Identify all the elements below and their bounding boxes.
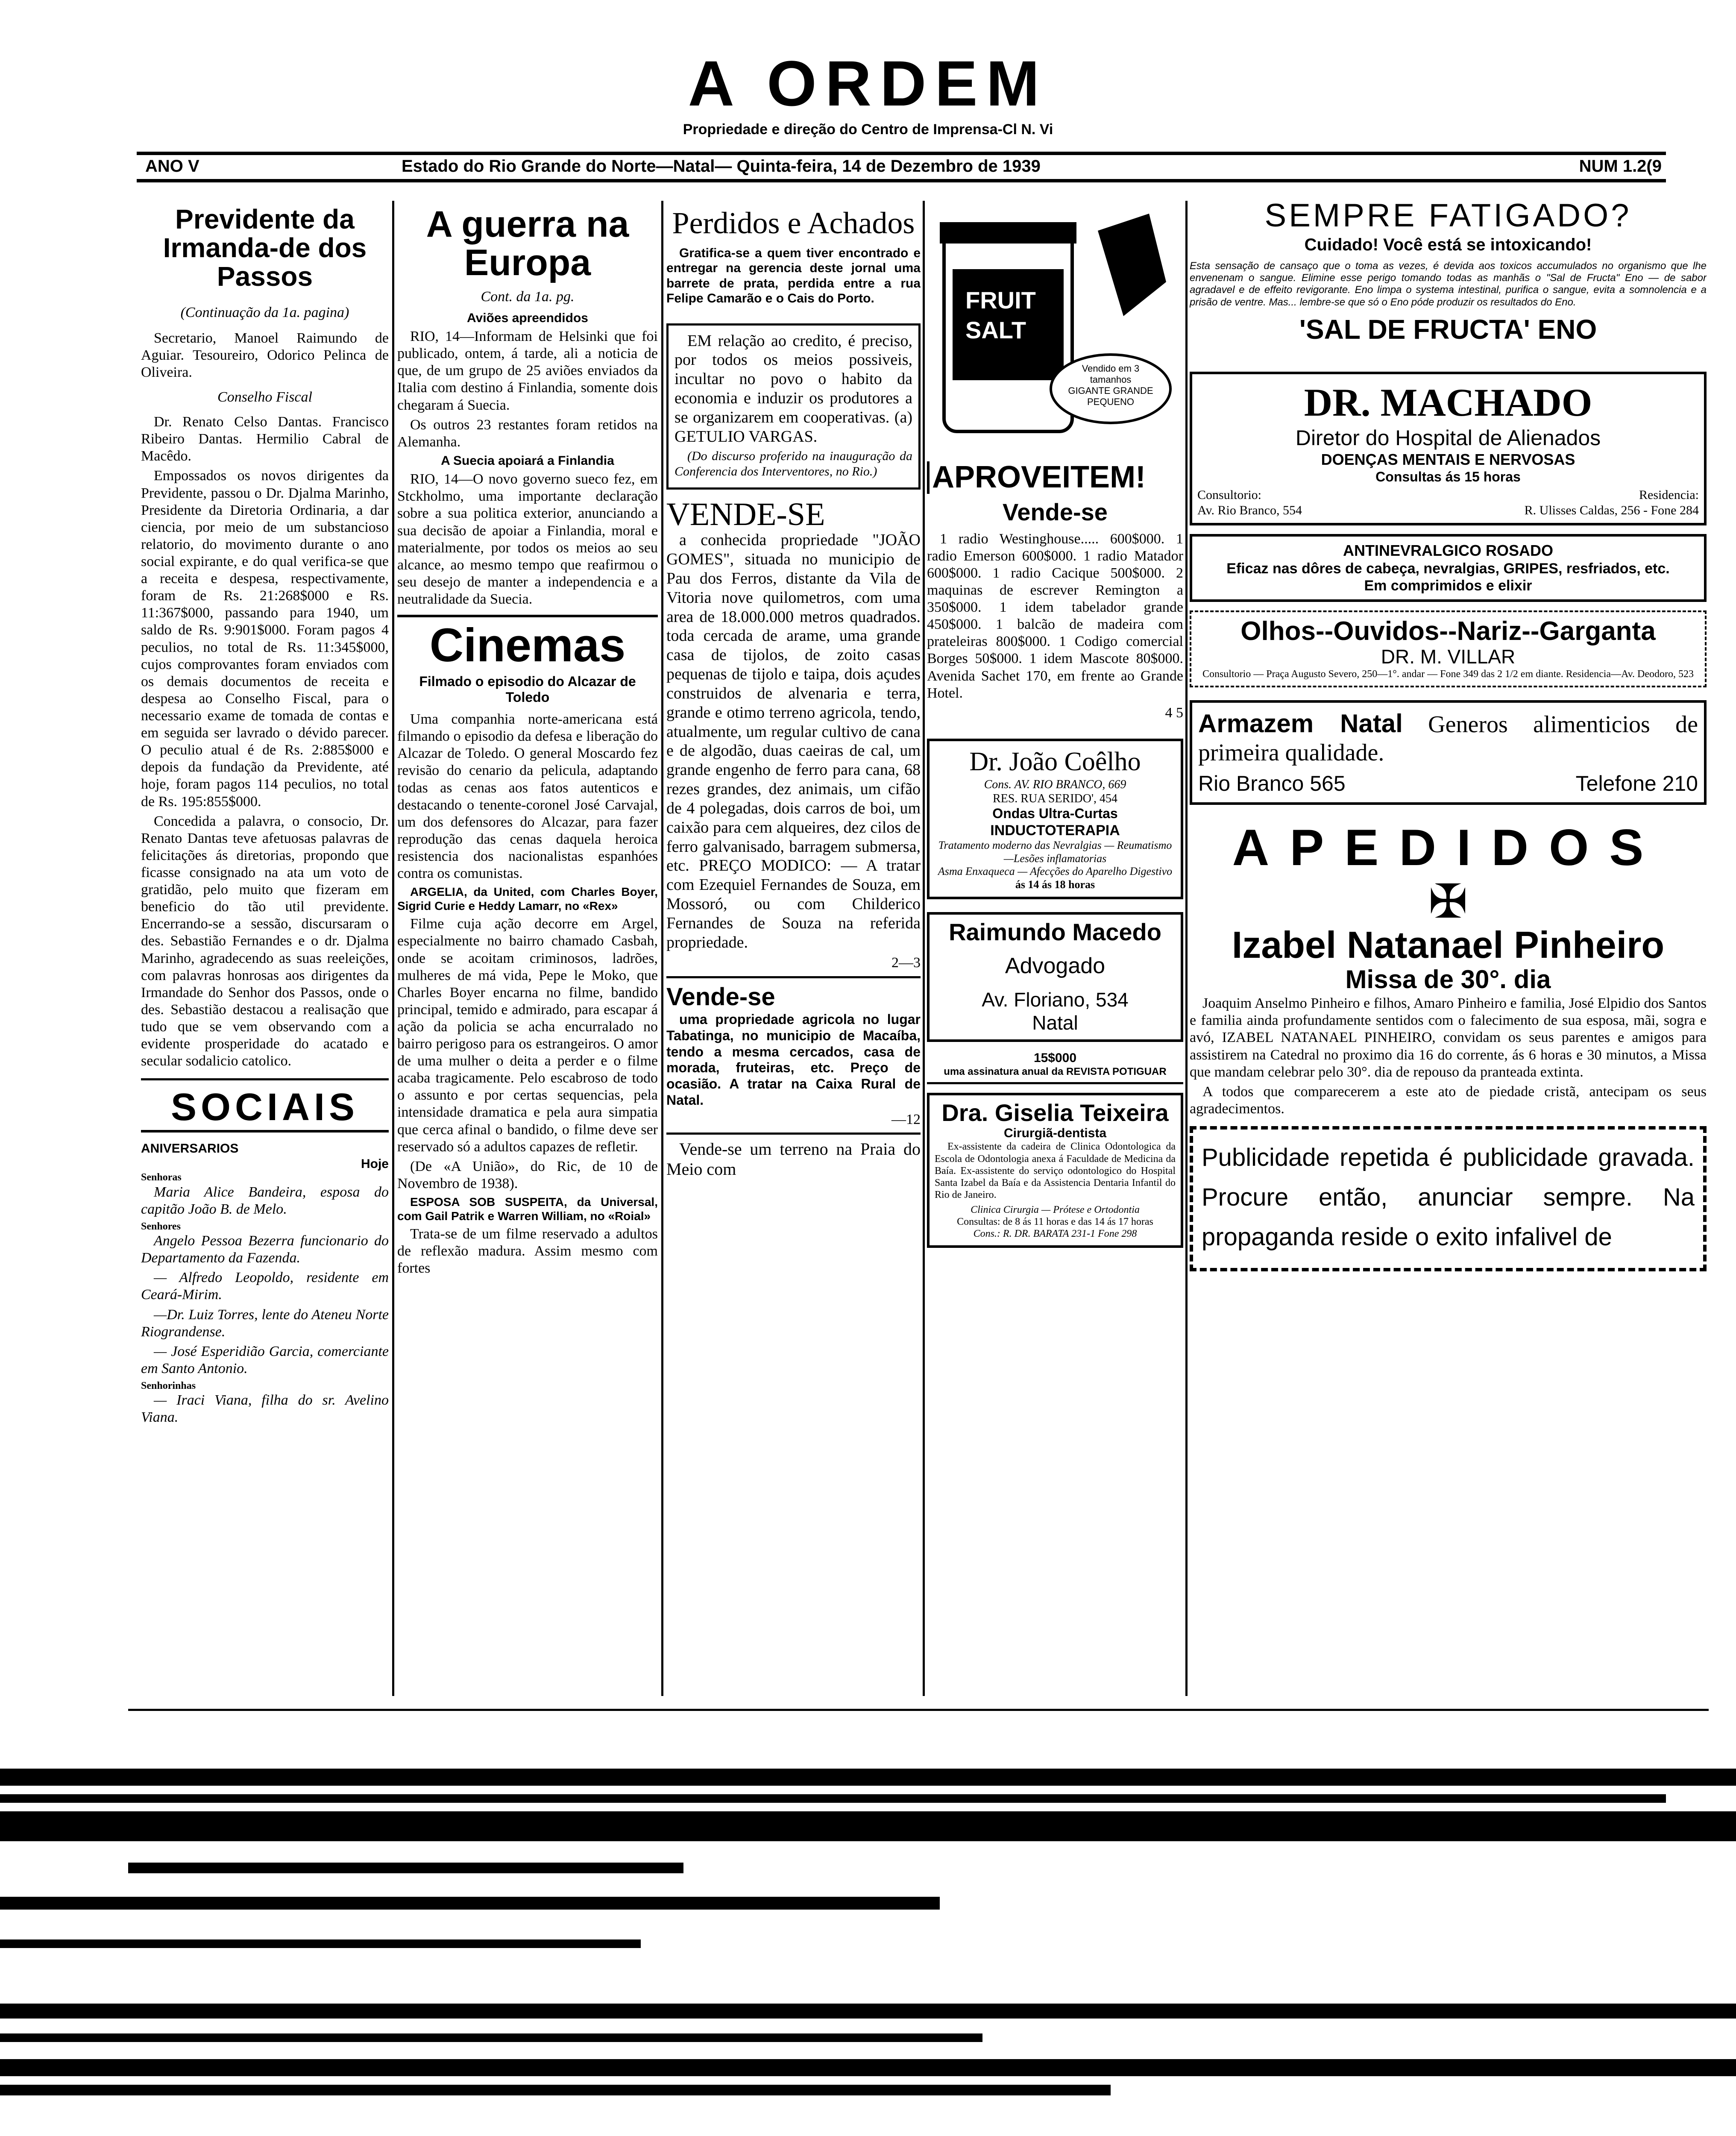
antinevralgico-ad [1190, 534, 1707, 602]
obituary-missa: Missa de 30°. dia [1345, 965, 1551, 994]
guerra-para-1: RIO, 14—Informam de Helsinki que foi publicado, ontem, á tarde, ali a noticia de que, de um grupo de 25 aviões enviados da Italia com destino á Finlandia, somente dois chegaram á Suecia. [397, 329, 658, 413]
vende-se-3-text: Vende-se um terreno na Praia do Meio com [666, 1139, 921, 1179]
officers-text: Secretario, Manoel Raimundo de Aguiar. Tesoureiro, Odorico Pelinca de Oliveira. [141, 330, 389, 380]
vende-se-ref: 2—3 [891, 955, 921, 971]
machado-name: DR. MACHADO [1304, 380, 1592, 424]
machado-consultorio: Av. Rio Branco, 554 [1197, 503, 1302, 517]
armazem-name: Armazem Natal [1198, 709, 1403, 738]
scan-artifact [0, 2033, 982, 2042]
column-1 [141, 205, 389, 1692]
senhores-label: Senhores [141, 1221, 181, 1232]
vende-se-2-ref: —12 [891, 1111, 921, 1127]
machado-cons-label: Consultorio: [1197, 488, 1262, 502]
obituary-name: Izabel Natanael Pinheiro [1232, 924, 1665, 966]
obituary-thanks: A todos que comparecerem a este ato de piedade cristã, antecipam os seus agradecimentos. [1190, 1083, 1707, 1117]
items-list: 1 radio Westinghouse..... 600$000. 1 radio Emerson 600$000. 1 radio Matador 600$000. 1 radio Cacique 500$000. 2 maquinas de escrever Remington a 350$000. 1 idem tabelador grande 450$000. 1 balcão de madeira com prateleiras 800$000. 1 Codigo comercial Borges 50$000. 1 idem Mascote 80$000. Avenida Sachet 170, em frente ao Grande Hotel. [927, 531, 1183, 701]
raimundo-name: Raimundo Macedo [949, 918, 1161, 945]
armazem-ad [1190, 700, 1707, 805]
date-text: Estado do Rio Grande do Norte—Natal— Quinta-feira, 14 de Dezembro de 1939 [402, 157, 1041, 176]
esposa-title: ESPOSA SOB SUSPEITA, da Universal, com Gail Patrik e Warren William, no «Roial» [397, 1195, 658, 1223]
machado-hours: Consultas ás 15 horas [1375, 469, 1521, 484]
guerra-cont-note: Cont. da 1a. pg. [481, 288, 575, 305]
issue-number: NUM 1.2(9 [1579, 157, 1662, 176]
column-3 [666, 205, 921, 1692]
cross-icon: ✠ [1428, 876, 1468, 928]
cinemas-para-2: Filme cuja ação decorre em Argel, especialmente no bairro chamado Casbah, onde se acoitam criminosos, ladrões, mulheres de má vida, Pepe le Moko, que Charles Boyer encarna no filme, bandido principal, temido e admirado, para escapar á ação da policia se acha encurralado no bairro perigoso para os estrangeiros. O amor de uma mulher o deita a perder e o filme acaba tragicamente. Pelo escabroso de todo o assunto e por certas sequencias, pela intensidade dramatica e pela aura simpatia que cerca afinal o bandido, o filme deve ser reservado só a adultos capazes de refletir. [397, 916, 658, 1155]
coelho-ad [927, 739, 1183, 899]
continuation-note: (Continuação da 1a. pagina) [180, 304, 349, 320]
eno-subhead: Cuidado! Você está se intoxicando! [1304, 235, 1592, 254]
giselia-title: Cirurgiã-dentista [1003, 1126, 1107, 1140]
column-5 [1190, 197, 1707, 1692]
column-rule [1185, 201, 1188, 1696]
publicidade-text: Publicidade repetida é publicidade gravada. Procure então, anunciar sempre. Na propaganda reside o exito infalivel de [1202, 1143, 1695, 1251]
cinemas-source: (De «A União», do Ric, de 10 de Novembro de 1938). [397, 1158, 658, 1191]
items-ref: 4 5 [1165, 704, 1183, 721]
revista-ad [927, 1050, 1183, 1084]
vende-se-text: a conhecida propriedade "JOÃO GOMES", situada no municipio de Pau dos Ferros, distante da Vila de Vitoria nove quilometros, com uma area de 18.000.000 metros quadrados. toda cercada de arame, uma grande casa de tijolos, de zoito casas pequenas de tijolo e taipa, dois açudes construidos de alvenaria e terra, grande e otimo terreno agricola, tendo, atualmente, um regular cultivo de cana e de algodão, duas caeiras de cal, um grande engenho de ferro para cana, 68 rezes grandes, dez animais, um cifão de 4 polegadas, dois carros de boi, um caixão para cem alqueires, dez cilos de ferro galvanisado, barragem submersa, etc. PREÇO MODICO: — A tratar com Ezequiel Fernandes de Souza, em Mossoró, ou com Childerico Fernandes de Souza na referida propriedade. [666, 531, 921, 951]
scan-artifact [0, 2004, 1736, 2019]
column-4 [927, 205, 1183, 1692]
column-2 [397, 205, 658, 1692]
villar-ad [1190, 610, 1707, 687]
coelho-name: Dr. João Coêlho [969, 747, 1141, 776]
antinevralgico-form: Em comprimidos e elixir [1364, 577, 1532, 594]
social-note-4: —Dr. Luiz Torres, lente do Ateneu Norte Riograndense. [141, 1306, 389, 1340]
machado-addresses [1197, 487, 1699, 518]
coelho-address-2: RES. RUA SERIDO', 454 [992, 792, 1118, 806]
cinemas-headline: Cinemas [429, 619, 626, 672]
previdente-para-2: Concedida a palavra, o consocio, Dr. Renato Dantas teve afetuosas palavras de felicitações ás diretorias, propondo que ficasse consignado na ata um voto de gratidão, pelo muito que fizeram em beneficio do tão util previdente. Encerrando-se a sessão, discursaram o des. Sebastião Fernandes e o dr. Djalma Marinho, agradecendo as suas reeleições, com palavras honrosas aos dirigentes da Irmandade do Senhor dos Passos, onde o des. Sebastião destacou a realisação que tudo que se vem observando com a evidente prosperidade do acatado e secular sodalicio catolico. [141, 813, 389, 1069]
machado-res-label: Residencia: [1639, 488, 1699, 502]
cinemas-para-1: Uma companhia norte-americana está filmando o episodio da defesa e liberação do Alcazar de Toledo. O general Moscardo fez revisão do cenario da pelicula, adaptando todas as cenas aos fatos autenticos e destacando o tenente-coronel José Carvajal, um dos defensores do Alcazar, para fazer reprodução das cenas daquela heroica resistencia dos nacionalistas espanhóes contra os comunistas. [397, 711, 658, 882]
section-rule [141, 1078, 389, 1080]
machado-ad [1190, 372, 1707, 526]
column-rule [661, 201, 663, 1696]
cinemas-para-3: Trata-se de um filme reservado a adultos de reflexão madura. Assim mesmo com fortes [397, 1226, 658, 1276]
social-note-6: — Iraci Viana, filha do sr. Avelino Viana. [141, 1392, 389, 1426]
scan-artifact [0, 2085, 1111, 2095]
armazem-telephone: Telefone 210 [1575, 772, 1698, 796]
jar-label-fruit: FRUIT [965, 287, 1036, 314]
aproveitem-headline: APROVEITEM! [927, 461, 1183, 494]
coelho-inductoterapia: INDUCTOTERAPIA [990, 822, 1120, 839]
armazem-address: Rio Branco 565 [1198, 772, 1346, 796]
armazem-text: Generos alimenticios de primeira qualidade. [1198, 711, 1698, 766]
aniversarios-label: ANIVERSARIOS [141, 1141, 239, 1156]
perdidos-text: Gratifica-se a quem tiver encontrado e entregar na gerencia deste jornal uma barrete de prata, perdida entre a rua Felipe Camarão e o Cais do Porto. [666, 246, 921, 306]
villar-text: Consultorio — Praça Augusto Severo, 250—1°. andar — Fone 349 das 2 1/2 em diante. Residencia—Av. Deodoro, 523 [1202, 669, 1694, 680]
vende-se-2-text: uma propriedade agricola no lugar Tabatinga, no municipio de Macaíba, tendo a mesma cercados, casa de morada, fruteiras, etc. Preço de ocasião. A tratar na Caixa Rural de Natal. [666, 1012, 921, 1108]
senhorinhas-label: Senhorinhas [141, 1380, 196, 1391]
bottom-rule [128, 1709, 1709, 1711]
sociais-title: SOCIAIS [141, 1085, 389, 1133]
vargas-quote-box [666, 323, 921, 490]
scan-artifact [128, 1863, 683, 1873]
giselia-ad [927, 1093, 1183, 1248]
scan-artifact [0, 2059, 1736, 2076]
scan-artifact [0, 1769, 1736, 1786]
guerra-headline: A guerra na Europa [426, 205, 629, 284]
council-members: Dr. Renato Celso Dantas. Francisco Ribeiro Dantas. Hermilio Cabral de Macêdo. [141, 414, 389, 464]
social-note-3: — Alfredo Leopoldo, residente em Ceará-Mirim. [141, 1270, 389, 1303]
column-rule [923, 201, 925, 1696]
antinevralgico-title: ANTINEVRALGICO ROSADO [1343, 542, 1553, 560]
jar-label-salt: SALT [965, 317, 1026, 343]
obituary-text: Joaquim Anselmo Pinheiro e filhos, Amaro Pinheiro e familia, José Elpidio dos Santos e familia ainda profundamente sentidos com o falecimento de sua esposa, mãi, sogra e avó, IZABEL NATANAEL PINHEIRO, convidam os seus parentes e amigos para assistirem na Catedral no proximo dia 16 do corrente, ás 6 horas e 30 minutos, a Missa que mandam celebrar pelo 30°. dia de repouso da pranteada extinta. [1190, 995, 1707, 1080]
year-label: ANO V [145, 157, 199, 176]
newspaper-subtitle: Propriedade e direção do Centro de Imprensa-Cl N. Vi [683, 121, 1053, 138]
machado-title: Diretor do Hospital de Alienados [1295, 426, 1601, 450]
social-note-2: Angelo Pessoa Bezerra funcionario do Departamento da Fazenda. [141, 1233, 389, 1266]
villar-name: DR. M. VILLAR [1381, 645, 1516, 668]
vende-se-2-headline: Vende-se [666, 983, 775, 1011]
cinemas-subhead: Filmado o episodio do Alcazar de Toledo [419, 673, 636, 705]
coelho-ondas: Ondas Ultra-Curtas [992, 806, 1118, 822]
senhoras-label: Senhoras [141, 1172, 182, 1183]
villar-headline: Olhos--Ouvidos--Nariz--Garganta [1240, 616, 1656, 646]
previdente-para-1: Empossados os novos dirigentes da Previdente, passou o Dr. Djalma Marinho, Presidente da Diretoria Ordinaria, a dar ciencia, por meio de um substancioso relatorio, do movimento durante o ano social expirante, e do qual verifica-se que a receita e despesa, respectivamente, foram de Rs. 21:268$000 e Rs. 11:367$000, passando para 1940, um saldo de Rs. 9:901$000. Foram pagos 4 peculios, no total de Rs. 11:345$000, cujos comprovantes foram enviados com os demais documentos de receita e despesa ao Conselho Fiscal, para o necessario exame de tomada de contas e em seguida ser lavrado o dévido parecer. O peculio atual é de Rs. 2:885$000 e depois da fundação da Previdente, até hoje, foram pagos 114 peculios, no total de Rs. 195:855$000. [141, 468, 389, 810]
eno-jar-illustration [927, 205, 1183, 444]
eno-brand: 'SAL DE FRUCTA' ENO [1299, 314, 1597, 345]
antinevralgico-text: Eficaz nas dôres de cabeça, nevralgias, GRIPES, resfriados, etc. [1226, 560, 1670, 577]
coelho-address-1: Cons. AV. RIO BRANCO, 669 [984, 778, 1126, 792]
giselia-clinic: Clinica Cirurgia — Prótese e Ortodontia [971, 1204, 1140, 1215]
guerra-para-2: Os outros 23 restantes foram retidos na Alemanha. [397, 417, 658, 450]
council-title: Conselho Fiscal [217, 389, 312, 405]
scan-artifact [0, 1897, 940, 1910]
dateline-bar [137, 152, 1666, 182]
coelho-asma: Asma Enxaqueca — Afecções do Aparelho Digestivo [938, 865, 1173, 878]
column-rule [392, 201, 394, 1696]
guerra-para-3: RIO, 14—O novo governo sueco fez, em Stckholmo, uma importante declaração sobre a sua politica exterior, anunciando a sua decisão de apoiar a Finlandia, moral e materialmente, por todos os meios ao seu alcance, ao mesmo tempo que reafirmou o seu desejo de manter a independencia e a neutralidade da Suecia. [397, 471, 658, 607]
hoje-label: Hoje [361, 1156, 389, 1171]
publicidade-ad [1190, 1126, 1707, 1271]
raimundo-title: Advogado [1005, 954, 1106, 979]
vende-se-subhead: Vende-se [1003, 498, 1108, 525]
scan-artifact [0, 1939, 641, 1948]
revista-price: 15$000 [1033, 1051, 1077, 1065]
machado-residencia: R. Ulisses Caldas, 256 - Fone 284 [1524, 503, 1699, 517]
giselia-consultas: Consultas: de 8 ás 11 horas e das 14 ás 17 horas [957, 1216, 1153, 1228]
vargas-quote: EM relação ao credito, é preciso, por todos os meios possiveis, incultar no povo o habito da economia e induzir os produtores a se organizarem em cooperativas. (a) GETULIO VARGAS. [674, 332, 912, 446]
perdidos-headline: Perdidos e Achados [672, 206, 915, 240]
revista-text: uma assinatura anual da REVISTA POTIGUAR [944, 1065, 1167, 1077]
giselia-address: Cons.: R. DR. BARATA 231-1 Fone 298 [973, 1228, 1137, 1240]
coelho-tratamento: Tratamento moderno das Nevralgias — Reumatismo—Lesões inflamatorias [938, 839, 1172, 865]
raimundo-ad [927, 912, 1183, 1042]
giselia-name: Dra. Giselia Teixeira [941, 1099, 1169, 1127]
suecia-subhead: A Suecia apoiará a Finlandia [441, 453, 614, 468]
eno-headline: SEMPRE FATIGADO? [1264, 197, 1632, 234]
newspaper-title: A ORDEM [688, 47, 1048, 119]
scan-artifact [0, 1794, 1666, 1803]
jar-sizes: Vendido em 3 tamanhos GIGANTE GRANDE PEQUENO [1068, 363, 1153, 407]
social-note-1: Maria Alice Bandeira, esposa do capitão João B. de Melo. [141, 1184, 389, 1217]
raimundo-address: Av. Floriano, 534 [982, 988, 1129, 1011]
eno-text: Esta sensação de cansaço que o toma as vezes, é devida aos toxicos accumulados no organismo que lhe envenenam o sangue. Elimine esse perigo tomando todas as manhãs o "Sal de Fructa" Eno — de sabor agradavel e de effeito revigorante. Eno limpa o systema intestinal, purifica o sangue, evita a somnolencia e a prisão de ventre. Mas... lembre-se que só o Eno póde produzir os resultados do Eno. [1190, 260, 1707, 308]
raimundo-city: Natal [1032, 1012, 1078, 1034]
scan-artifact [0, 1811, 1736, 1841]
social-note-5: — José Esperidião Garcia, comerciante em Santo Antonio. [141, 1343, 389, 1376]
previdente-headline: Previdente da Irmanda-de dos Passos [163, 205, 367, 292]
vende-se-headline: VENDE-SE [666, 496, 825, 533]
giselia-text: Ex-assistente da cadeira de Clinica Odontologica da Escola de Odontologia anexa á Faculdade de Medicina da Baía. Ex-assistente do serviço odontologico do Hospital Santa Izabel da Baía e da Assistencia Dentaria Infantil do Rio de Janeiro. [935, 1141, 1176, 1201]
coelho-hours: ás 14 ás 18 horas [1015, 878, 1095, 891]
argelia-title: ARGELIA, da United, com Charles Boyer, Sigrid Curie e Heddy Lamarr, no «Rex» [397, 885, 658, 913]
machado-specialty: DOENÇAS MENTAIS E NERVOSAS [1321, 451, 1575, 469]
avioes-subhead: Aviões apreendidos [467, 311, 588, 325]
apedidos-headline: APEDIDOS [1232, 819, 1664, 877]
vargas-note: (Do discurso proferido na inauguração da Conferencia dos Interventores, no Rio.) [674, 449, 912, 478]
masthead [0, 47, 1736, 138]
